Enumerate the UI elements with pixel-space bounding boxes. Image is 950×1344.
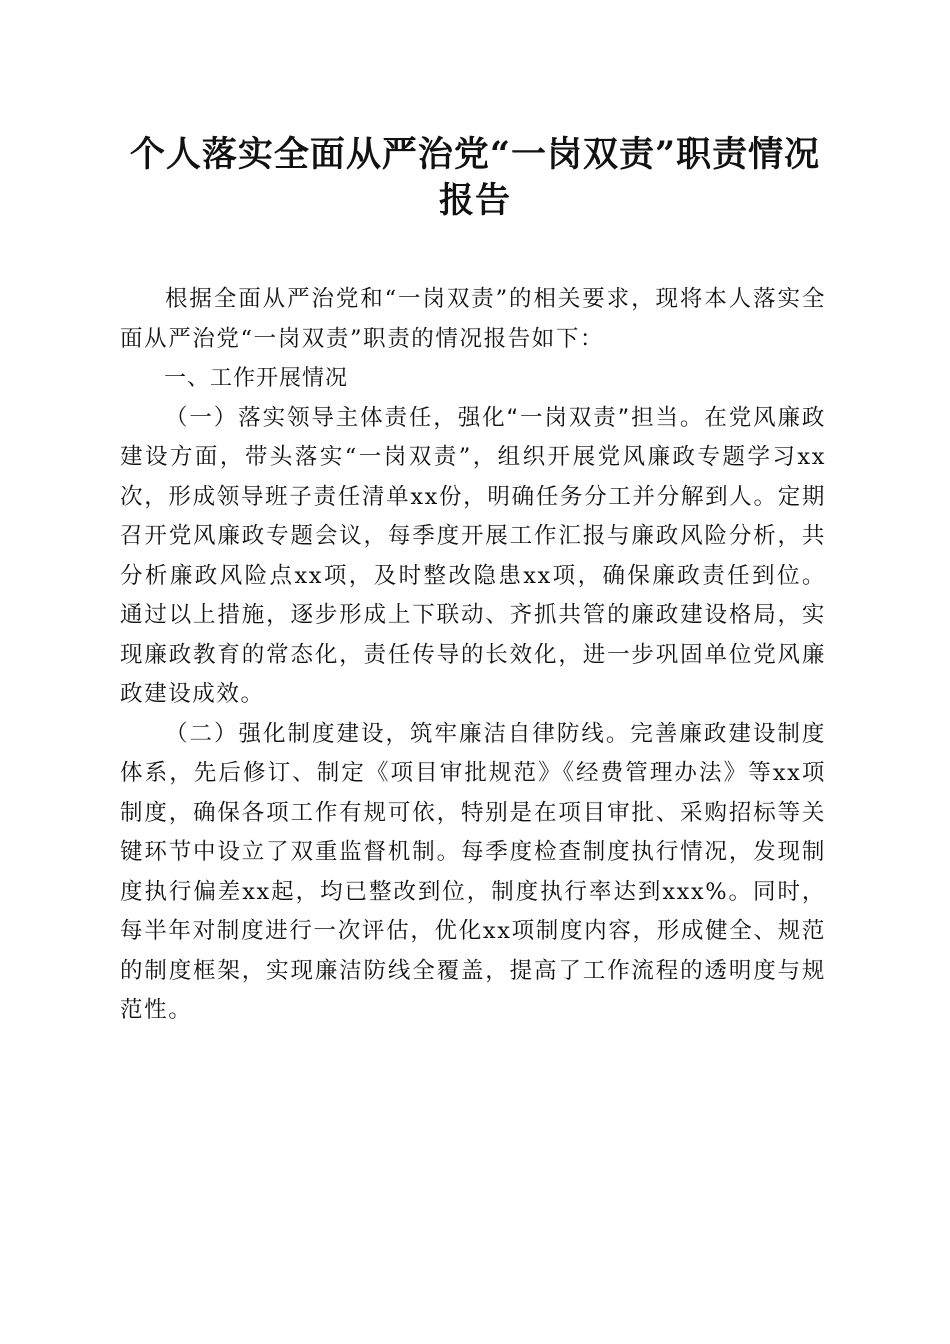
item-2-paragraph bbox=[120, 715, 826, 1031]
document-body bbox=[120, 280, 826, 1031]
section-heading-1: 一、工作开展情况 bbox=[164, 366, 349, 391]
document-title bbox=[100, 132, 850, 224]
item-2-body: 完善廉政建设制度体系，先后修订、制定《项目审批规范》《经费管理办法》等xx项制度，确保各项工作有规可依，特别是在项目审批、采购招标等关键环节中设立了双重监督机制。每季度检查制度执行情况，发现制度执行偏差xx起，均已整改到位，制度执行率达到xxx%。同时，每半年对制度进行一次评估，优化xx项制度内容，形成健全、规范的制度框架，实现廉洁防线全覆盖，提高了工作流程的透明度与规范性。 bbox=[120, 720, 826, 1023]
intro-paragraph: 根据全面从严治党和“一岗双责”的相关要求，现将本人落实全面从严治党“一岗双责”职责的情况报告如下： bbox=[120, 286, 826, 352]
title-line-2: 报告 bbox=[438, 180, 511, 221]
item-1-paragraph bbox=[120, 399, 826, 715]
title-line-1: 个人落实全面从严治党“一岗双责”职责情况 bbox=[129, 134, 821, 175]
item-1-body: 在党风廉政建设方面，带头落实“一岗双责”，组织开展党风廉政专题学习xx次，形成领导班子责任清单xx份，明确任务分工并分解到人。定期召开党风廉政专题会议，每季度开展工作汇报与廉政风险分析，共分析廉政风险点xx项，及时整改隐患xx项，确保廉政责任到位。通过以上措施，逐步形成上下联动、齐抓共管的廉政建设格局，实现廉政教育的常态化，责任传导的长效化，进一步巩固单位党风廉政建设成效。 bbox=[120, 404, 826, 707]
item-2-lead: （二）强化制度建设，筑牢廉洁自律防线。 bbox=[165, 720, 631, 747]
item-1-lead: （一）落实领导主体责任，强化“一岗双责”担当。 bbox=[165, 404, 705, 431]
